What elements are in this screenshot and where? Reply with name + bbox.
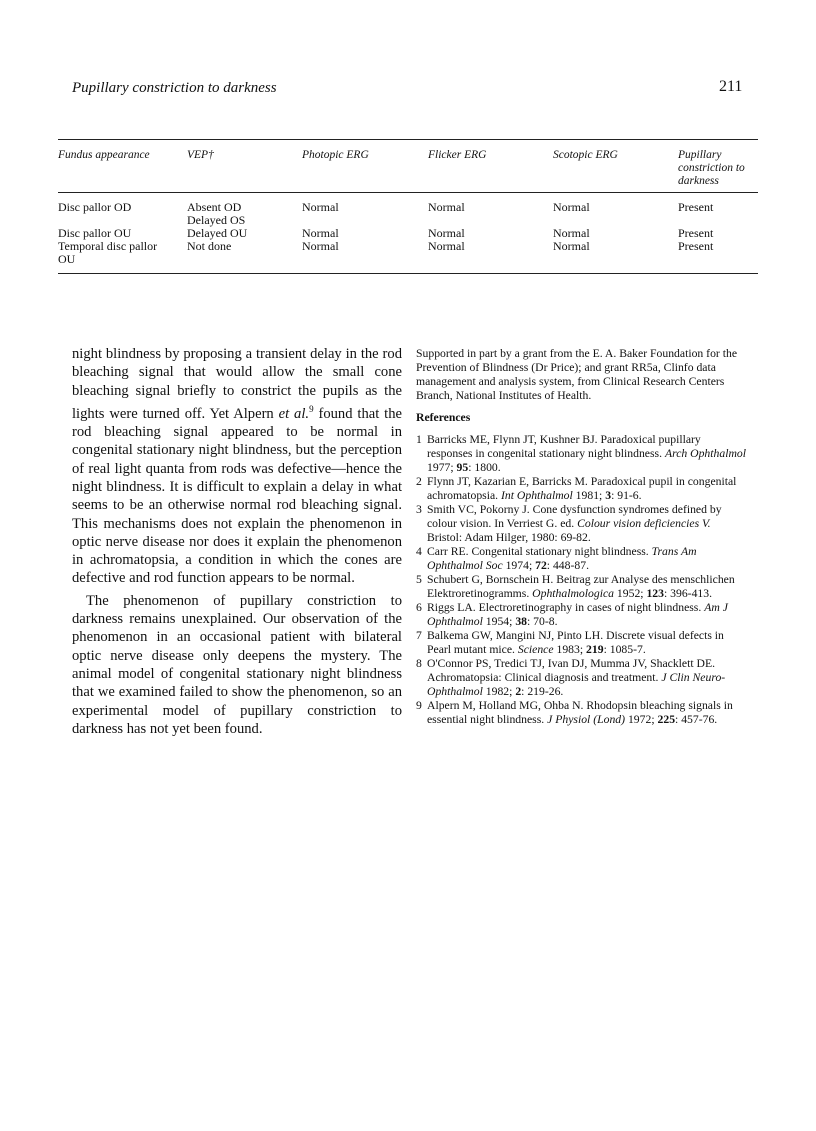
col-header-flicker: Flicker ERG bbox=[428, 149, 487, 161]
ref-number: 2 bbox=[416, 475, 422, 488]
col-header-pupillary: Pupillary constriction to darkness bbox=[678, 149, 745, 187]
cell-scotopic: Normal bbox=[553, 226, 590, 240]
ref-number: 4 bbox=[416, 545, 422, 558]
ref-volume: 3 bbox=[605, 489, 612, 502]
ref-pages: : 457-76. bbox=[675, 713, 718, 726]
col-header-vep: VEP† bbox=[187, 149, 214, 161]
ref-volume: 123 bbox=[646, 587, 664, 600]
col-header-photopic: Photopic ERG bbox=[302, 149, 369, 161]
ref-text: Carr RE. Congenital stationary night blindness. bbox=[427, 545, 652, 558]
ref-year: 1954; bbox=[482, 615, 516, 628]
list-item bbox=[416, 433, 748, 475]
ref-pages: : 91-6. bbox=[611, 489, 642, 502]
cell-flicker: Normal bbox=[428, 200, 465, 214]
ref-journal: Ophthalmologica bbox=[532, 587, 614, 600]
body-text bbox=[72, 345, 402, 738]
cell-vep: Delayed OU bbox=[187, 226, 248, 240]
list-item bbox=[416, 573, 748, 601]
ref-pages: : 1800. bbox=[468, 461, 501, 474]
cell-photopic: Normal bbox=[302, 239, 339, 253]
list-item bbox=[416, 629, 748, 657]
cell-flicker: Normal bbox=[428, 239, 465, 253]
table-header-rule bbox=[58, 192, 758, 193]
list-item bbox=[416, 601, 748, 629]
ref-journal: Colour vision deficiencies V. bbox=[577, 517, 711, 530]
citation-superscript: 9 bbox=[309, 403, 314, 414]
ref-journal: Trans Am Ophthalmol Soc bbox=[427, 545, 697, 572]
ref-volume: 2 bbox=[515, 685, 522, 698]
ref-pages: : 1085-7. bbox=[603, 643, 646, 656]
cell-scotopic: Normal bbox=[553, 200, 590, 214]
ref-volume: 225 bbox=[657, 713, 676, 726]
ref-volume: 72 bbox=[535, 559, 547, 572]
ref-number: 1 bbox=[416, 433, 422, 446]
paragraph bbox=[72, 345, 402, 588]
list-item bbox=[416, 503, 748, 545]
list-item bbox=[416, 545, 748, 573]
ref-year: Bristol: Adam Hilger, 1980: 69-82. bbox=[427, 531, 591, 544]
paragraph: The phenomenon of pupillary constriction to darkness remains unexplained. Our observation of the phenomenon in an occasional patient with bilateral optic nerve disease only deepens the mystery. The animal model of congenital stationary night blindness that we examined failed to show the phenomenon, so an experimental model of pupillary constriction to darkness has not yet been found. bbox=[72, 592, 402, 737]
paragraph-text: found that the rod bleaching signal appeared to be normal in congenital stationary night blindness, but the perception of real light quanta from rods was defective—hence the night blindness. It is difficult to explain a delay in what seems to be an otherwise normal rod bleaching signal. This mechanisms does not explain the phenomenon in optic nerve disease nor does it explain the phenomenon in achromatopsia, a condition in which the cones are defective and rod function appears to be normal. bbox=[72, 405, 402, 587]
et-al: et al. bbox=[278, 405, 310, 422]
ref-text: Alpern M, Holland MG, Ohba N. Rhodopsin bleaching signals in essential night blindness. bbox=[427, 699, 733, 726]
ref-volume: 219 bbox=[586, 643, 604, 656]
cell-fundus: Disc pallor OD bbox=[58, 200, 132, 214]
cell-pupillary: Present bbox=[678, 200, 714, 214]
ref-text: O'Connor PS, Tredici TJ, Ivan DJ, Mumma JV, Shacklett DE. Achromatopsia: Clinical diagnosis and treatment. bbox=[427, 657, 716, 684]
ref-pages: : 448-87. bbox=[546, 559, 589, 572]
table-top-rule bbox=[58, 139, 758, 140]
cell-flicker: Normal bbox=[428, 226, 465, 240]
ref-text: Schubert G, Bornschein H. Beitrag zur Analyse des menschlichen Elektroretinogramms. bbox=[427, 573, 735, 600]
ref-text: Smith VC, Pokorny J. Cone dysfunction syndromes defined by colour vision. In Verriest G. ed. bbox=[427, 503, 722, 530]
ref-journal: Arch Ophthalmol bbox=[664, 447, 746, 460]
ref-text: Balkema GW, Mangini NJ, Pinto LH. Discrete visual defects in Pearl mutant mice. bbox=[427, 629, 724, 656]
ref-year: 1981; bbox=[572, 489, 606, 502]
reference-list bbox=[416, 433, 748, 727]
references-heading: References bbox=[416, 411, 471, 424]
ref-volume: 38 bbox=[515, 615, 527, 628]
running-title: Pupillary constriction to darkness bbox=[72, 80, 277, 96]
ref-year: 1972; bbox=[625, 713, 658, 726]
ref-number: 6 bbox=[416, 601, 422, 614]
ref-journal: Int Ophthalmol bbox=[501, 489, 573, 502]
ref-journal: J Physiol (Lond) bbox=[547, 713, 626, 726]
cell-pupillary: Present bbox=[678, 239, 714, 253]
cell-fundus: Disc pallor OU bbox=[58, 226, 132, 240]
ref-number: 5 bbox=[416, 573, 422, 586]
ref-pages: : 70-8. bbox=[527, 615, 558, 628]
ref-text: Riggs LA. Electroretinography in cases of night blindness. bbox=[427, 601, 705, 614]
ref-number: 3 bbox=[416, 503, 422, 516]
list-item bbox=[416, 475, 748, 503]
cell-photopic: Normal bbox=[302, 226, 339, 240]
ref-number: 8 bbox=[416, 657, 422, 670]
ref-journal: Am J Ophthalmol bbox=[427, 601, 728, 628]
col-header-fundus: Fundus appearance bbox=[58, 149, 150, 161]
ref-year: 1983; bbox=[553, 643, 587, 656]
ref-text: Barricks ME, Flynn JT, Kushner BJ. Paradoxical pupillary responses in congenital stationary night blindness. bbox=[427, 433, 701, 460]
cell-photopic: Normal bbox=[302, 200, 339, 214]
funding-note: Supported in part by a grant from the E. A. Baker Foundation for the Prevention of Blindness (Dr Price); and grant RR5a, Clinfo data management and analysis system, from Clinical Research Centers Branch, National Institutes of Health. bbox=[416, 347, 738, 402]
cell-vep: Not done bbox=[187, 239, 232, 253]
ref-journal: J Clin Neuro-Ophthalmol bbox=[427, 671, 726, 698]
ref-volume: 95 bbox=[456, 461, 469, 474]
col-header-scotopic: Scotopic ERG bbox=[553, 149, 618, 161]
ref-number: 7 bbox=[416, 629, 422, 642]
ref-year: 1982; bbox=[482, 685, 516, 698]
ref-year: 1952; bbox=[613, 587, 647, 600]
paragraph-text: night blindness by proposing a transient delay in the rod bleaching signal that would allow the small cone bleaching signal briefly to constrict the pupils as the lights were turned off. Yet Alpern bbox=[72, 346, 402, 422]
ref-journal: Science bbox=[517, 643, 554, 656]
ref-text: Flynn JT, Kazarian E, Barricks M. Paradoxical pupil in congenital achromatopsia. bbox=[427, 475, 737, 502]
ref-number: 9 bbox=[416, 699, 422, 712]
list-item bbox=[416, 699, 748, 727]
ref-year: 1977; bbox=[427, 461, 457, 474]
cell-pupillary: Present bbox=[678, 226, 714, 240]
cell-scotopic: Normal bbox=[553, 239, 590, 253]
ref-year: 1974; bbox=[502, 559, 536, 572]
ref-pages: : 219-26. bbox=[521, 685, 564, 698]
cell-fundus: Temporal disc pallor OU bbox=[58, 239, 158, 266]
table-bottom-rule bbox=[58, 273, 758, 274]
ref-pages: : 396-413. bbox=[663, 587, 713, 600]
cell-vep: Absent OD Delayed OS bbox=[187, 200, 246, 227]
list-item bbox=[416, 657, 748, 699]
page-number: 211 bbox=[719, 78, 743, 95]
